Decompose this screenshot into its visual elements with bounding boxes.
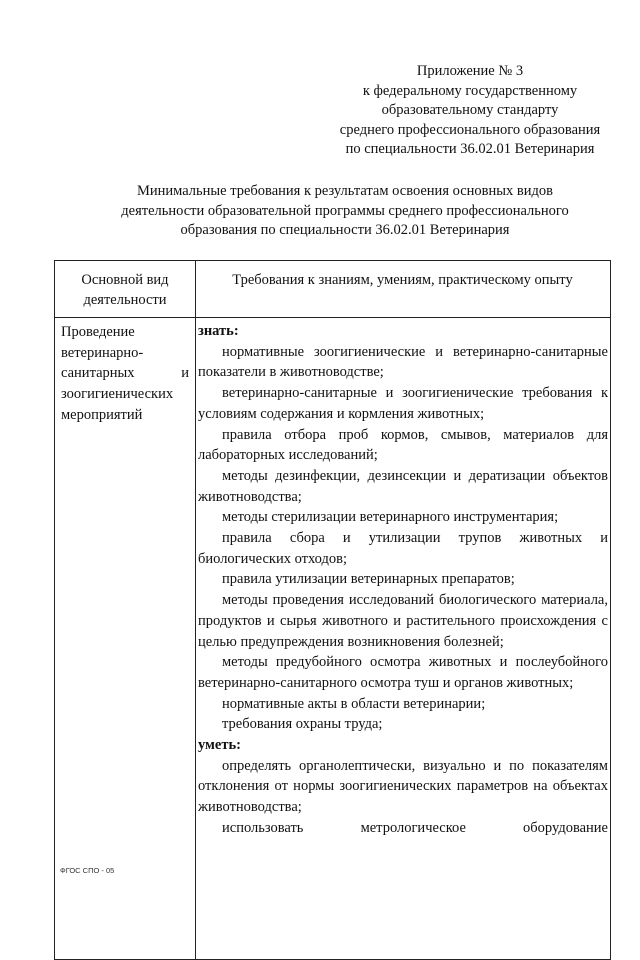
activity-line: ветеринарно-	[61, 344, 144, 361]
know-item: нормативные акты в области ветеринарии;	[222, 695, 486, 712]
header-activity: Основной вид деятельности	[81, 272, 169, 308]
appendix-line: среднего профессионального образования	[339, 121, 601, 138]
header-requirements: Требования к знаниям, умениям, практическому опыту	[232, 272, 573, 288]
can-label: уметь:	[198, 737, 241, 754]
requirements-table	[54, 260, 611, 960]
appendix-number: Приложение № 3	[416, 63, 524, 79]
know-item: правила утилизации ветеринарных препаратов;	[222, 571, 515, 588]
appendix-header	[300, 62, 640, 160]
activity-word: санитарных	[61, 365, 135, 382]
title-line: Минимальные требования к результатам освоения основных видов	[137, 183, 553, 199]
know-item: требования охраны труда;	[222, 716, 383, 733]
header-divider	[55, 317, 610, 318]
know-item: методы стерилизации ветеринарного инструментария;	[222, 509, 559, 526]
activity-conjunction: и	[181, 365, 189, 382]
activity-line	[61, 363, 189, 384]
appendix-line: образовательному стандарту	[381, 102, 559, 119]
can-item: использовать метрологическое оборудование	[222, 819, 608, 836]
activity-cell	[61, 322, 189, 426]
know-item: правила сбора и утилизации трупов животных и биологических отходов;	[198, 530, 608, 567]
title-line: деятельности образовательной программы среднего профессионального	[121, 202, 569, 219]
title-line: образования по специальности 36.02.01 Ветеринария	[180, 222, 510, 238]
footer-code: ФГОС СПО - 05	[60, 866, 115, 875]
can-item: определять органолептически, визуально и по показателям отклонения от нормы зоогигиенических параметров на объектах животноводства;	[198, 757, 608, 816]
requirements-cell	[198, 321, 608, 839]
appendix-line: по специальности 36.02.01 Ветеринария	[345, 141, 595, 158]
know-label: знать:	[198, 323, 239, 339]
know-item: нормативные зоогигиенические и ветеринарно-санитарные показатели в животноводстве;	[198, 343, 608, 381]
know-item: ветеринарно-санитарные и зоогигиенические требования к условиям содержания и кормления животных;	[198, 385, 608, 422]
activity-line: Проведение	[61, 324, 135, 340]
know-item: методы дезинфекции, дезинсекции и дератизации объектов животноводства;	[198, 467, 608, 505]
activity-line: мероприятий	[61, 406, 143, 423]
know-item: методы проведения исследований биологического материала, продуктов и сырья животного и растительного происхождения с целью предупреждения возникновения болезней;	[198, 592, 608, 650]
know-item: методы предубойного осмотра животных и послеубойного ветеринарно-санитарного осмотра туш и органов животных;	[198, 654, 608, 691]
know-item: правила отбора проб кормов, смывов, материалов для лабораторных исследований;	[198, 426, 608, 464]
appendix-line: к федеральному государственному	[362, 82, 578, 99]
document-title	[95, 182, 595, 241]
column-divider	[195, 261, 196, 959]
activity-line: зоогигиенических	[61, 386, 174, 403]
